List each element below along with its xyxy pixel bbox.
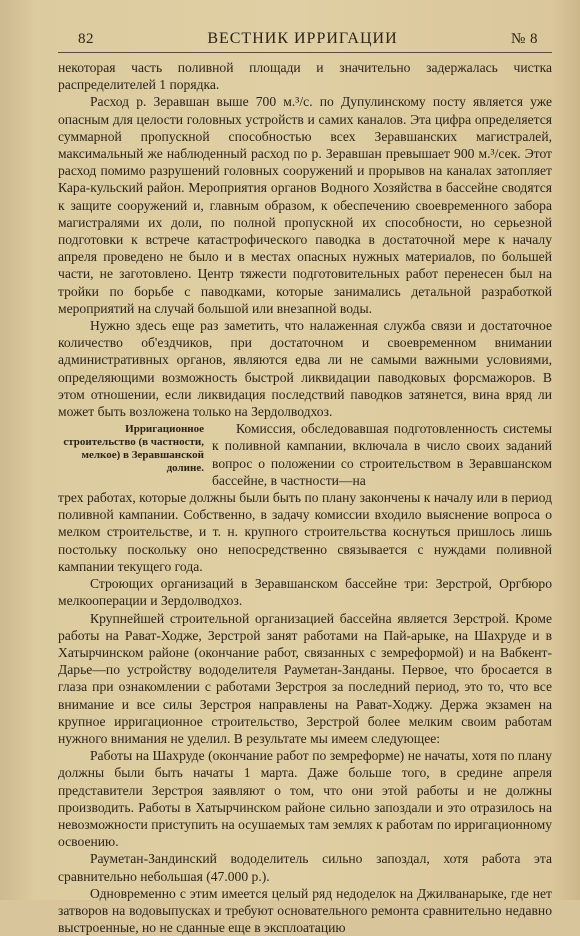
side-note-block xyxy=(58,420,552,489)
paragraph: некоторая часть поливной площади и значительно задержалась чистка распределителей 1 порядка. xyxy=(58,60,552,93)
running-header xyxy=(58,30,552,53)
journal-title: ВЕСТНИК ИРРИГАЦИИ xyxy=(207,30,398,47)
paragraph: Нужно здесь еще раз заметить, что налаженная служба связи и достаточное количество об'ездчиков, при достаточном и своевременном внимании административных органов, являются едва ли не самыми важными условиями, определяющими возможность быстрой ликвидации паводковых форсмажоров. В этом отношении, если ликвидация последствий паводков затянется, вина вряд ли может быть возложена только на Зердолводхоз. xyxy=(58,318,552,420)
paragraph: Крупнейшей строительной организацией бассейна является Зерстрой. Кроме работы на Рават-Ходже, Зерстрой занят работами на Пай-арыке, на Шахруде и в Хатырчинском районе (окончание работ, связанных с земреформой) и на Вабкент-Дарье—по устройству вододелителя Рауметан-Занданы. Первое, что бросается в глаза при ознакомлении с работами Зерстроя за последний период, это то, что все внимание и все силы Зерстроя направлены на Рават-Ходжу. Держа экзамен на крупное ирригационное строительство, Зерстрой более мелким своим работам нужного внимания не уделил. В результате мы имеем следующее: xyxy=(58,610,552,746)
paragraph: Одновременно с этим имеется целый ряд недоделок на Джилванарыке, где нет затворов на водовыпусках и требуют основательного ремонта сравнительно недавно выстроенные, но не сданные еще в эксплоатацию xyxy=(58,885,552,936)
side-paragraph: Комиссия, обследовавшая подготовленность системы к поливной кампании, включала в число своих заданий вопрос о положении со строительством в Зеравшанском бассейне, в частности—на xyxy=(212,421,552,488)
paragraph: Строющих организаций в Зеравшанском бассейне три: Зерстрой, Оргбюро мелкооперации и Зердолводхоз. xyxy=(58,576,552,609)
paragraph: Расход р. Зеравшан выше 700 м.³/с. по Дупулинскому посту является уже опасным для целости головных устройств и самих каналов. Эта цифра определяется суммарной пропускной способностью всех Зеравшанских магистралей, максимальный же наблюденный расход по р. Зеравшан превышает 900 м.³/сек. Этот расход помимо разрушений головных сооружений и прорывов на каналах затопляет Кара-кульский район. Мероприятия органов Водного Хозяйства в бассейне сводятся к защите сооружений и, главным образом, к обеспечению своевременного забора магистралями их доли, по полной пропускной их способности, но серьезной подготовки к встрече катастрофического паводка в достаточной мере к началу апреля проведено не было и в местах опасных нужных материалов, по большей части, не заготовлено. Центр тяжести подготовительных работ перенесен был на тройки по борьбе с паводками, которые занимались детальной разработкой мероприятий на случай большой или внезапной воды. xyxy=(58,94,552,316)
paragraph: трех работах, которые должны были быть по плану закончены к началу или в период поливной кампании. Собственно, в задачу комиссии входило выяснение вопроса о мелком строительстве, и т. н. крупного строительства коснуться пришлось лишь постольку поскольку оно непосредственно связывается с нуждами поливной кампании текущего года. xyxy=(58,490,552,574)
body-text xyxy=(58,59,552,936)
paragraph: Рауметан-Зандинский вододелитель сильно запоздал, хотя работа эта сравнительно небольшая (47.000 р.). xyxy=(58,851,552,884)
side-note: Ирригационное строительство (в частности, мелкое) в Зеравшанской долине. xyxy=(63,423,204,475)
issue-number: № 8 xyxy=(510,31,538,47)
page-number: 82 xyxy=(78,31,94,47)
side-paragraph-wrap xyxy=(212,420,552,489)
paragraph: Работы на Шахруде (окончание работ по земреформе) не начаты, хотя по плану должны были быть начаты 1 марта. Даже больше того, в средине апреля представители Зерстроя заявляют о том, что они этой работы и не должны производить. Работы в Хатырчинском районе сильно запоздали и это отразилось на невозможности приступить на осушаемых там землях к работам по ирригационному освоению. xyxy=(58,748,552,850)
